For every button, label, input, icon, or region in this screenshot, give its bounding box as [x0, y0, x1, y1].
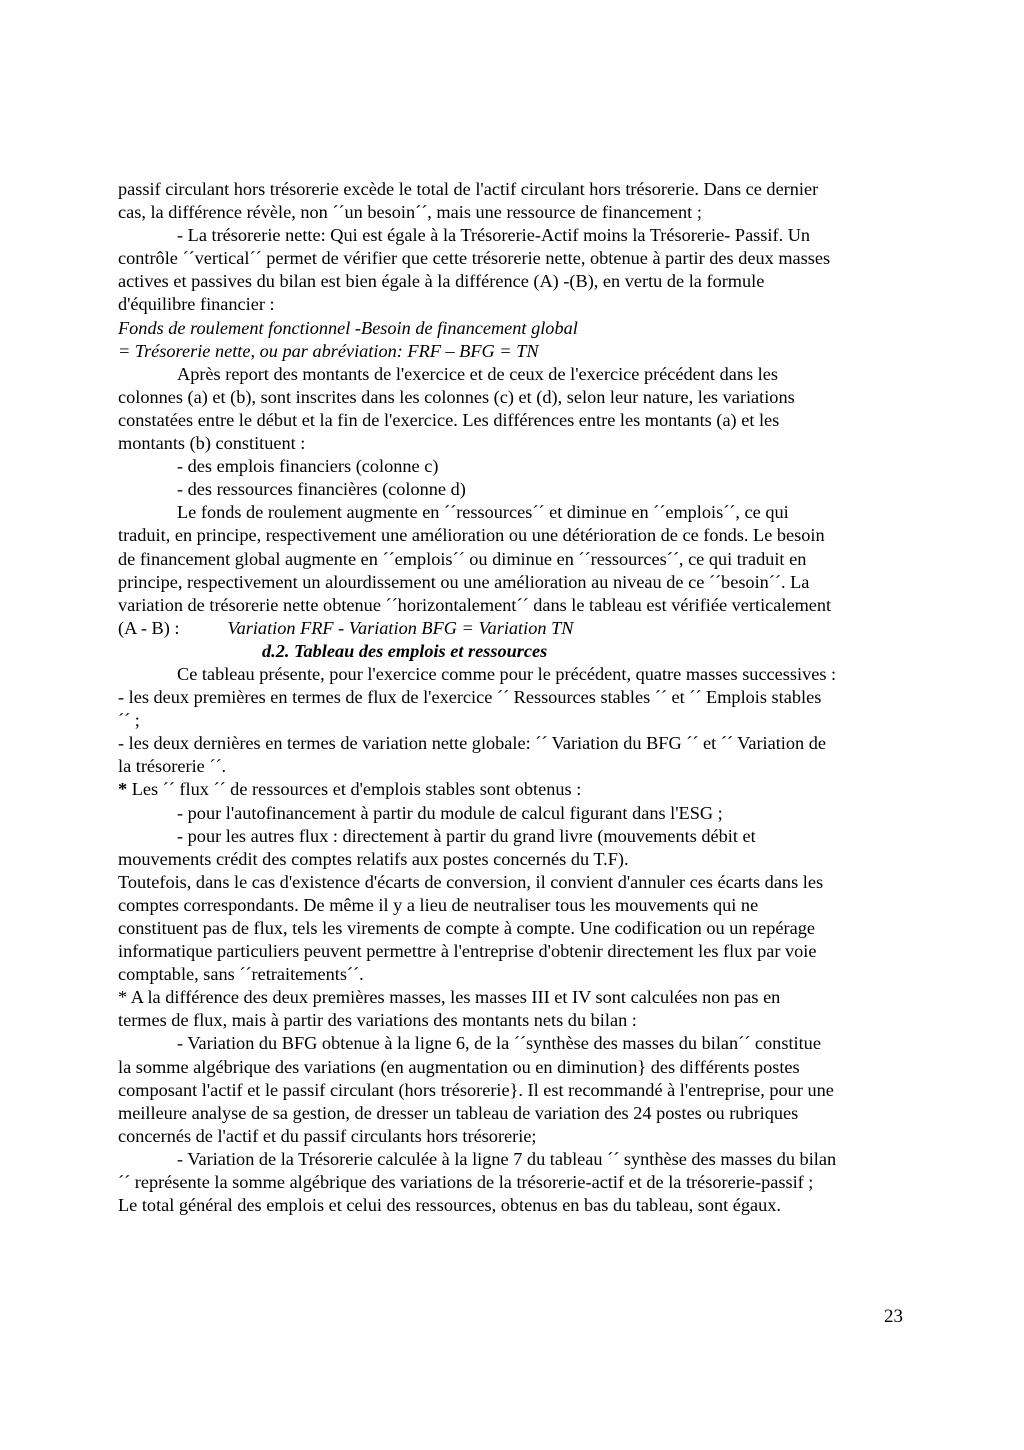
text-line: termes de flux, mais à partir des variations des montants nets du bilan :	[118, 1010, 637, 1031]
formula-line: = Trésorerie nette, ou par abréviation: FRF – BFG = TN	[118, 340, 539, 361]
text-line: contrôle ´´vertical´´ permet de vérifier que cette trésorerie nette, obtenue à partir des deux masses	[118, 248, 831, 269]
text-line: Toutefois, dans le cas d'existence d'écarts de conversion, il convient d'annuler ces écarts dans les	[118, 871, 824, 892]
text-line: la somme algébrique des variations (en augmentation ou en diminution} des différents postes	[118, 1056, 800, 1077]
text-line: Le fonds de roulement augmente en ´´ressources´´ et diminue en ´´emplois´´, ce qui	[177, 502, 789, 523]
text-line: principe, respectivement un alourdissement ou une amélioration au niveau de ce ´´besoin´´. La	[118, 571, 810, 592]
text-line: ´´ représente la somme algébrique des variations de la trésorerie-actif et de la trésorerie-passif ;	[118, 1172, 814, 1193]
text-line: concernés de l'actif et du passif circulants hors trésorerie;	[118, 1125, 537, 1146]
list-item: - pour les autres flux : directement à partir du grand livre (mouvements débit et	[177, 825, 756, 846]
text-line: ´´ ;	[118, 710, 140, 731]
formula-line: Fonds de roulement fonctionnel -Besoin de financement global	[118, 317, 578, 338]
document-body	[118, 178, 910, 1217]
formula-row	[118, 617, 910, 640]
text-line: * A la différence des deux premières masses, les masses III et IV sont calculées non pas en	[118, 987, 781, 1008]
list-item: - Variation de la Trésorerie calculée à la ligne 7 du tableau ´´ synthèse des masses du bilan	[177, 1148, 837, 1169]
text-line: de financement global augmente en ´´emplois´´ ou diminue en ´´ressources´´, ce qui traduit en	[118, 548, 807, 569]
text-line: constatées entre le début et la fin de l'exercice. Les différences entre les montants (a) et les	[118, 409, 780, 430]
text-line: colonnes (a) et (b), sont inscrites dans les colonnes (c) et (d), selon leur nature, les variations	[118, 386, 795, 407]
text-line: traduit, en principe, respectivement une amélioration ou une détérioration de ce fonds. Le besoin	[118, 525, 825, 546]
text-line: composant l'actif et le passif circulant (hors trésorerie}. Il est recommandé à l'entreprise, pour une	[118, 1079, 834, 1100]
text-line: meilleure analyse de sa gestion, de dresser un tableau de variation des 24 postes ou rubriques	[118, 1102, 799, 1123]
text-line: d'équilibre financier :	[118, 294, 275, 315]
text-line: montants (b) constituent :	[118, 433, 306, 454]
text-line: comptable, sans ´´retraitements´´.	[118, 964, 364, 985]
bullet-asterisk: *	[118, 779, 128, 800]
text-line: cas, la différence révèle, non ´´un besoin´´, mais une ressource de financement ;	[118, 202, 702, 223]
text-line: Après report des montants de l'exercice et de ceux de l'exercice précédent dans les	[177, 363, 778, 384]
list-item: - pour l'autofinancement à partir du module de calcul figurant dans l'ESG ;	[177, 802, 723, 823]
formula-text: Variation FRF - Variation BFG = Variation TN	[227, 617, 574, 638]
text-line	[118, 778, 910, 801]
text-line: - les deux premières en termes de flux de l'exercice ´´ Ressources stables ´´ et ´´ Emplois stables	[118, 687, 822, 708]
list-item: - Variation du BFG obtenue à la ligne 6, de la ´´synthèse des masses du bilan´´ constitue	[177, 1033, 821, 1054]
text-line: variation de trésorerie nette obtenue ´´horizontalement´´ dans le tableau est vérifiée verticalement	[118, 594, 832, 615]
text-segment: Les ´´ flux ´´ de ressources et d'emplois stables sont obtenus :	[127, 779, 582, 800]
text-line: passif circulant hors trésorerie excède le total de l'actif circulant hors trésorerie. Dans ce dernier	[118, 179, 819, 199]
page-number: 23	[884, 1306, 903, 1327]
list-item: - des emplois financiers (colonne c)	[177, 456, 439, 477]
text-line: constituent pas de flux, tels les virements de compte à compte. Une codification ou un repérage	[118, 918, 815, 938]
text-line: comptes correspondants. De même il y a lieu de neutraliser tous les mouvements qui ne	[118, 894, 759, 915]
text-line: la trésorerie ´´.	[118, 756, 227, 777]
text-line: - les deux dernières en termes de variation nette globale: ´´ Variation du BFG ´´ et ´´ Variation de	[118, 733, 826, 754]
section-heading: d.2. Tableau des emplois et ressources	[262, 640, 548, 661]
list-item: - des ressources financières (colonne d)	[177, 479, 466, 500]
text-line: Ce tableau présente, pour l'exercice comme pour le précédent, quatre masses successives :	[177, 663, 837, 684]
text-line: actives et passives du bilan est bien égale à la différence (A) -(B), en vertu de la formule	[118, 271, 765, 292]
text-line: mouvements crédit des comptes relatifs aux postes concernés du T.F).	[118, 848, 629, 869]
text-line: Le total général des emplois et celui des ressources, obtenus en bas du tableau, sont égaux.	[118, 1195, 781, 1216]
text-line: informatique particuliers peuvent permettre à l'entreprise d'obtenir directement les flux par voie	[118, 941, 817, 962]
text-segment: (A - B) :	[118, 617, 180, 638]
text-line: - La trésorerie nette: Qui est égale à la Trésorerie-Actif moins la Trésorerie- Passif. Un	[177, 225, 811, 246]
